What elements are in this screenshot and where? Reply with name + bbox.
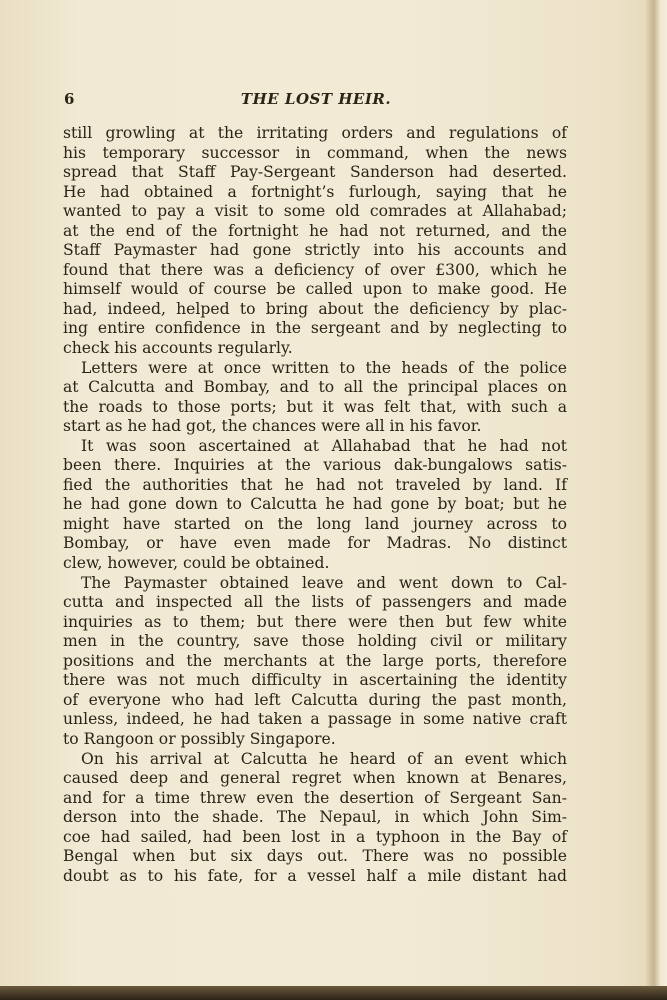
text-line: Bengal when but six days out. There was no possible — [63, 847, 567, 866]
text-line: spread that Staff Pay-Sergeant Sanderson had deserted. — [63, 163, 567, 182]
text-line: He had obtained a fortnight’s furlough, saying that he — [63, 182, 567, 201]
text-line: found that there was a deficiency of over £300, which he — [63, 260, 567, 279]
text-line: coe had sailed, had been lost in a typhoon in the Bay of — [63, 827, 567, 846]
text-line: had, indeed, helped to bring about the deficiency by plac- — [63, 299, 567, 318]
text-line: inquiries as to them; but there were then but few white — [63, 612, 567, 631]
text-line: himself would of course be called upon to make good. He — [63, 280, 567, 299]
text-line: positions and the merchants at the large ports, therefore — [63, 651, 567, 670]
text-line: to Rangoon or possibly Singapore. — [63, 729, 336, 748]
text-line: the roads to those ports; but it was felt that, with such a — [63, 397, 567, 416]
text-line: clew, however, could be obtained. — [63, 554, 330, 573]
text-line: derson into the shade. The Nepaul, in which John Sim- — [63, 808, 567, 827]
running-title: THE LOST HEIR. — [240, 90, 392, 108]
text-line: Letters were at once written to the heads of the police — [81, 358, 567, 377]
text-line: cutta and inspected all the lists of passengers and made — [63, 593, 567, 612]
text-line: caused deep and general regret when known at Benares, — [63, 769, 567, 788]
text-line: there was not much difficulty in ascertaining the identity — [63, 671, 567, 690]
text-line: doubt as to his fate, for a vessel half a mile distant had — [63, 866, 567, 885]
text-line: still growling at the irritating orders and regulations of — [63, 124, 567, 142]
text-line: been there. Inquiries at the various dak-bungalows satis- — [63, 456, 567, 475]
text-line: wanted to pay a visit to some old comrades at Allahabad; — [63, 202, 567, 221]
text-line: ing entire confidence in the sergeant and by neglecting to — [63, 319, 567, 338]
page-bottom-edge — [0, 986, 667, 1000]
text-line: Bombay, or have even made for Madras. No distinct — [63, 534, 567, 553]
text-line: It was soon ascertained at Allahabad that he had not — [81, 436, 567, 455]
text-line: at the end of the fortnight he had not returned, and the — [63, 221, 567, 240]
text-line: The Paymaster obtained leave and went down to Cal- — [81, 573, 567, 592]
text-line: On his arrival at Calcutta he heard of an event which — [81, 749, 567, 768]
text-line: fied the authorities that he had not traveled by land. If — [63, 475, 567, 494]
text-line: unless, indeed, he had taken a passage in some native craft — [63, 710, 567, 729]
text-line: at Calcutta and Bombay, and to all the principal places on — [63, 378, 567, 397]
text-line: Staff Paymaster had gone strictly into his accounts and — [63, 241, 567, 260]
body-text — [63, 124, 567, 886]
text-line: of everyone who had left Calcutta during the past month, — [63, 690, 567, 709]
text-line: his temporary successor in command, when the news — [63, 143, 567, 162]
text-line: might have started on the long land journey across to — [63, 514, 567, 533]
page-gutter-shadow — [645, 0, 667, 1000]
text-line: he had gone down to Calcutta he had gone by boat; but he — [63, 495, 567, 514]
text-line: check his accounts regularly. — [63, 339, 293, 358]
running-header — [64, 90, 568, 108]
text-line: and for a time threw even the desertion of Sergeant San- — [63, 788, 567, 807]
text-line: men in the country, save those holding civil or military — [63, 632, 567, 651]
page-number: 6 — [64, 90, 75, 108]
text-line: start as he had got, the chances were all in his favor. — [63, 417, 482, 436]
